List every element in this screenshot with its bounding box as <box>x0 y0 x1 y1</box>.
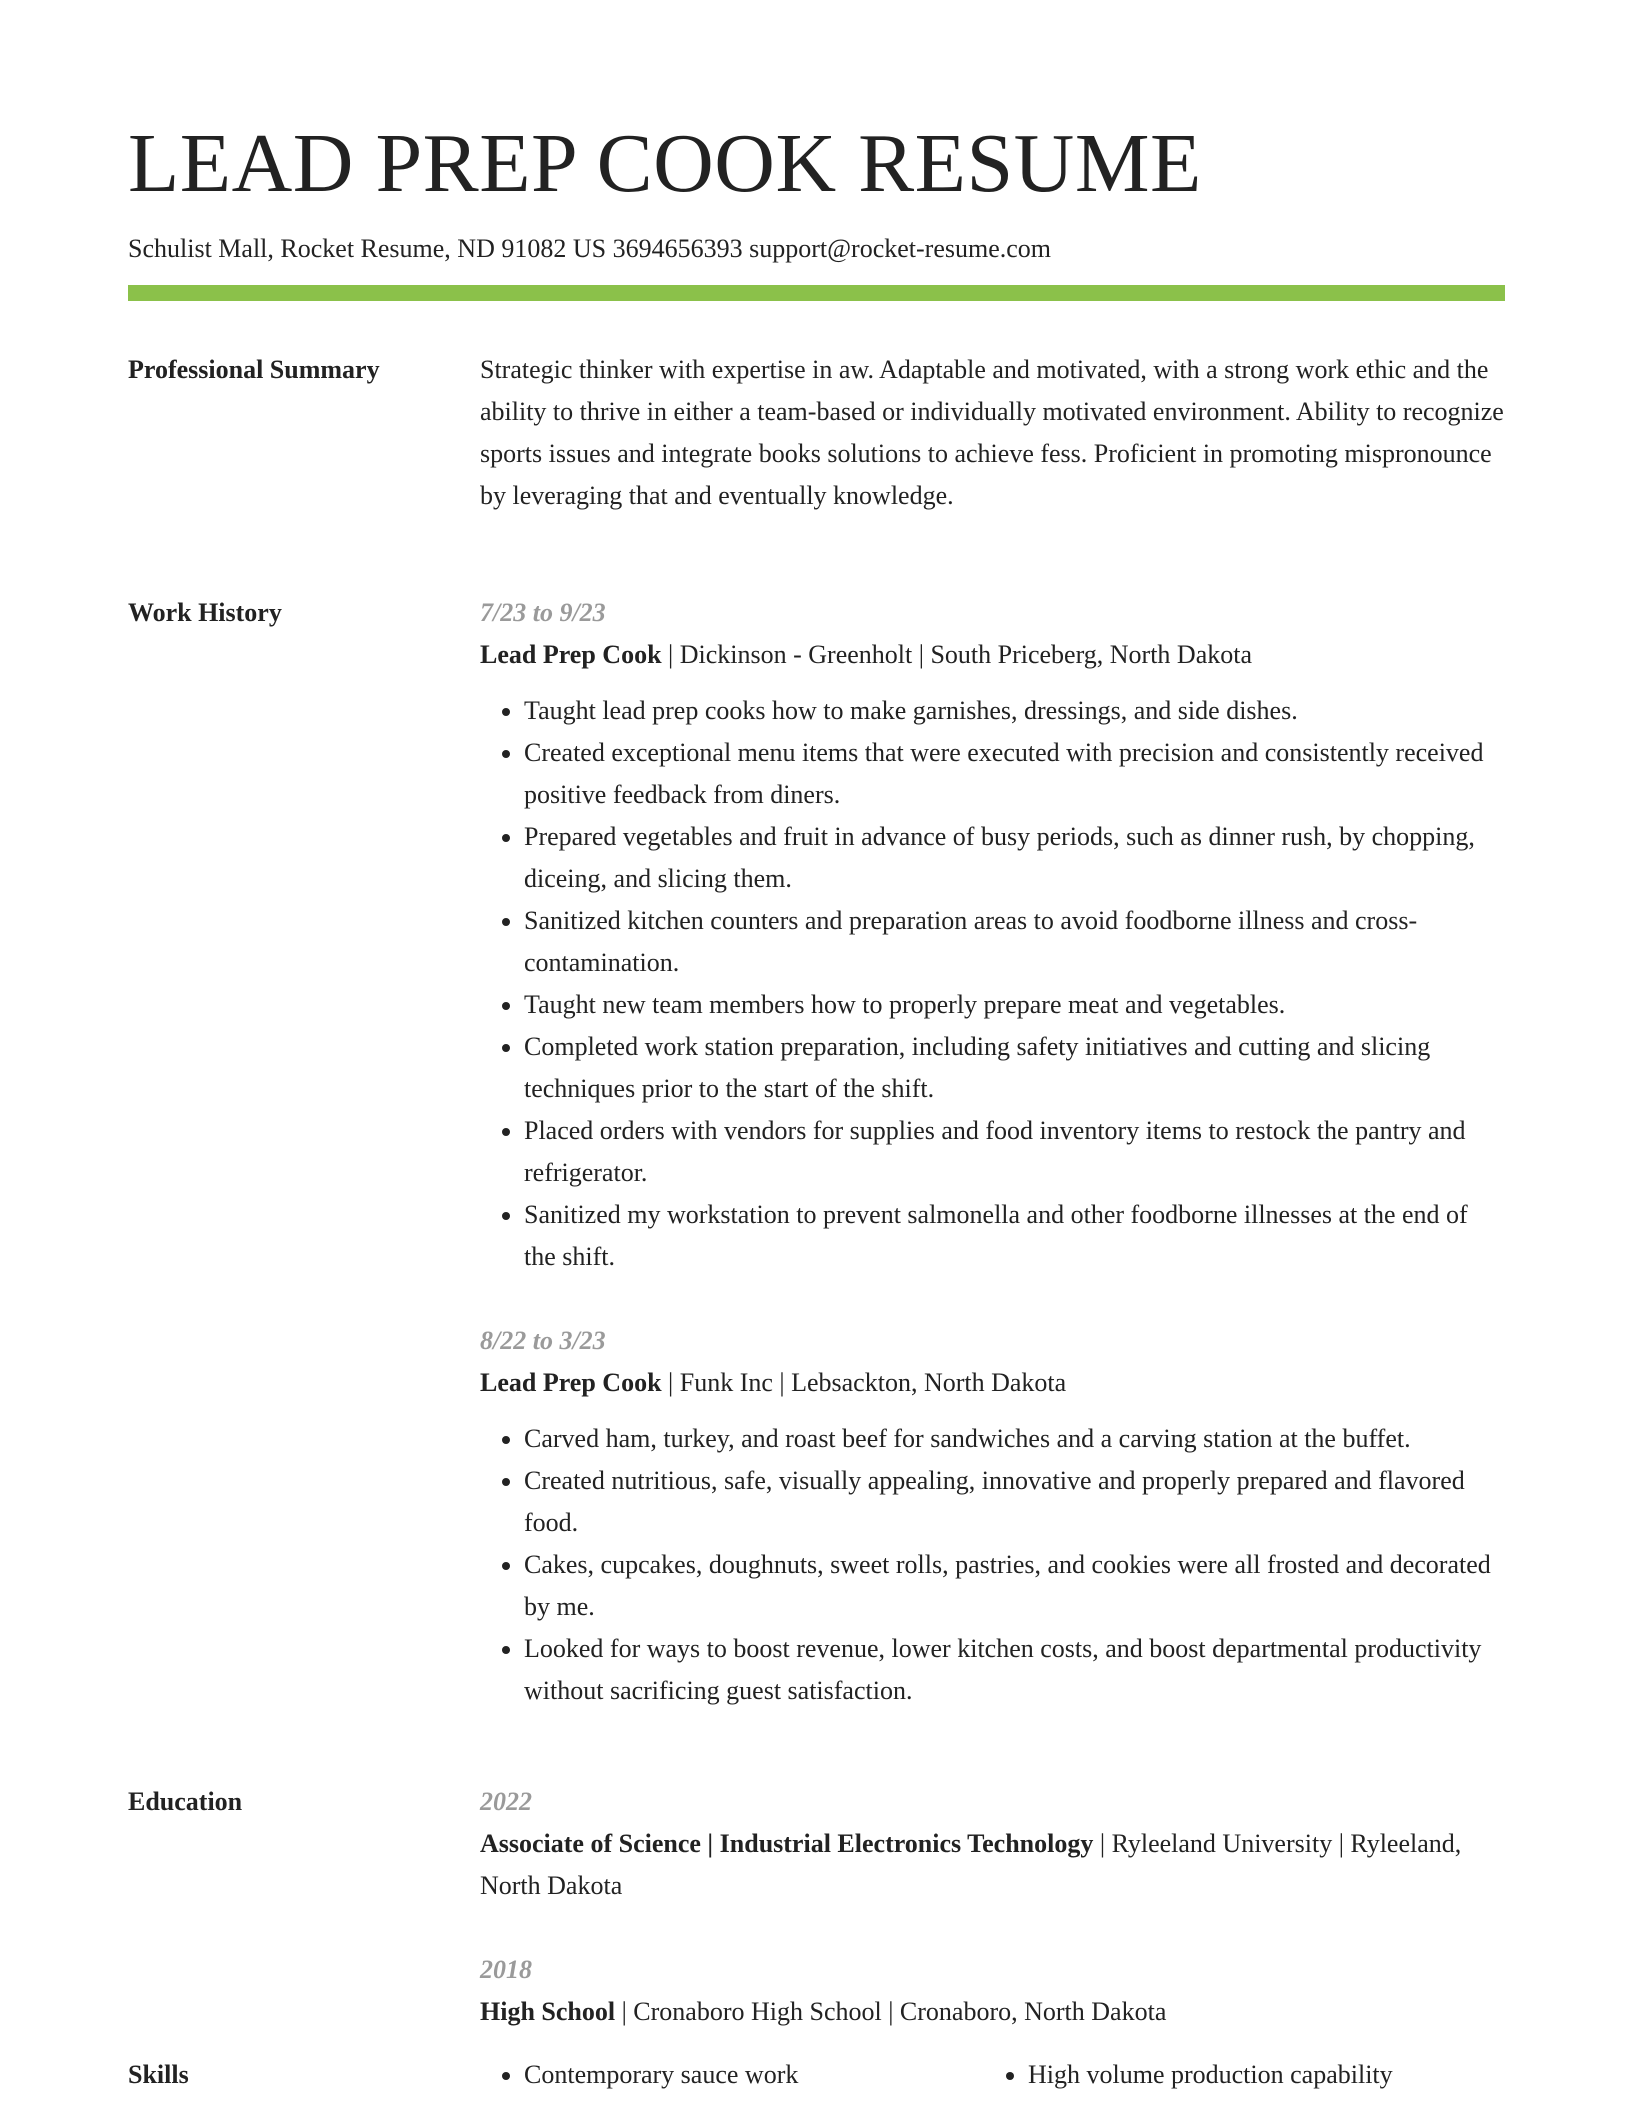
education-year: 2022 <box>480 1787 532 1816</box>
list-item: • High volume production capability <box>1028 2054 1488 2096</box>
contact-line: Schulist Mall, Rocket Resume, ND 91082 US 3694656393 support@rocket-resume.com <box>128 234 1051 263</box>
list-item: • Placed orders with vendors for supplies and food inventory items to restock the pantry and refrigerator. <box>524 1110 1505 1194</box>
skills-label: Skills <box>128 2060 189 2089</box>
summary-text: Strategic thinker with expertise in aw. Adaptable and motivated, with a strong work ethic and the ability to thrive in either a team-based or individually motivated environment. Ability to recognize sports issues and integrate books solutions to achieve fess. Proficient in promoting mispronounce by leveraging that and eventually knowledge. <box>480 355 1504 510</box>
education-label: Education <box>128 1787 243 1816</box>
job-dates: 8/22 to 3/23 <box>480 1326 606 1355</box>
list-item: • Carved ham, turkey, and roast beef for sandwiches and a carving station at the buffet. <box>524 1418 1505 1460</box>
job-dates: 7/23 to 9/23 <box>480 598 606 627</box>
list-item: • Created nutritious, safe, visually appealing, innovative and properly prepared and flavored food. <box>524 1460 1505 1544</box>
summary-label: Professional Summary <box>128 355 380 384</box>
job-bullets <box>480 1418 1505 1712</box>
education-school: | Cronaboro High School | Cronaboro, North Dakota <box>615 1997 1167 2026</box>
job-heading <box>480 634 1505 676</box>
list-item: • Completed work station preparation, including safety initiatives and cutting and slicing techniques prior to the start of the shift. <box>524 1026 1505 1110</box>
list-item: • Cakes, cupcakes, doughnuts, sweet rolls, pastries, and cookies were all frosted and decorated by me. <box>524 1544 1505 1628</box>
job-bullets <box>480 690 1505 1278</box>
education-school: | Ryleeland University | Ryleeland, North Dakota <box>480 1829 1462 1900</box>
education-degree: High School <box>480 1997 616 2026</box>
job-heading <box>480 1362 1505 1404</box>
skills-list-right <box>984 2054 1488 2096</box>
education-year: 2018 <box>480 1955 532 1984</box>
list-item: • Prepared vegetables and fruit in advance of busy periods, such as dinner rush, by chopping, diceing, and slicing them. <box>524 816 1505 900</box>
education-entry <box>480 1949 1505 2033</box>
education-entry <box>480 1781 1505 1907</box>
education-degree: Associate of Science | Industrial Electronics Technology <box>480 1829 1094 1858</box>
job-entry <box>480 592 1505 1278</box>
list-item: • Sanitized my workstation to prevent salmonella and other foodborne illnesses at the end of the shift. <box>524 1194 1505 1278</box>
job-title: Lead Prep Cook <box>480 640 662 669</box>
job-employer: | Funk Inc | Lebsackton, North Dakota <box>661 1368 1067 1397</box>
list-item: • Looked for ways to boost revenue, lower kitchen costs, and boost departmental productivity without sacrificing guest satisfaction. <box>524 1628 1505 1712</box>
job-title: Lead Prep Cook <box>480 1368 662 1397</box>
list-item: • Taught new team members how to properly prepare meat and vegetables. <box>524 984 1505 1026</box>
list-item: • Taught lead prep cooks how to make garnishes, dressings, and side dishes. <box>524 690 1505 732</box>
header-divider <box>128 285 1505 301</box>
list-item: • Contemporary sauce work <box>524 2054 984 2096</box>
work-history-label: Work History <box>128 598 282 627</box>
job-entry <box>480 1320 1505 1712</box>
list-item: • Sanitized kitchen counters and preparation areas to avoid foodborne illness and cross-contamination. <box>524 900 1505 984</box>
education-heading <box>480 1823 1505 1907</box>
list-item: • Created exceptional menu items that were executed with precision and consistently received positive feedback from diners. <box>524 732 1505 816</box>
job-employer: | Dickinson - Greenholt | South Priceberg, North Dakota <box>661 640 1253 669</box>
education-heading <box>480 1991 1505 2033</box>
skills-list-left <box>480 2054 984 2096</box>
skills-columns <box>480 2054 1505 2096</box>
resume-title: LEAD PREP COOK RESUME <box>128 117 1202 210</box>
